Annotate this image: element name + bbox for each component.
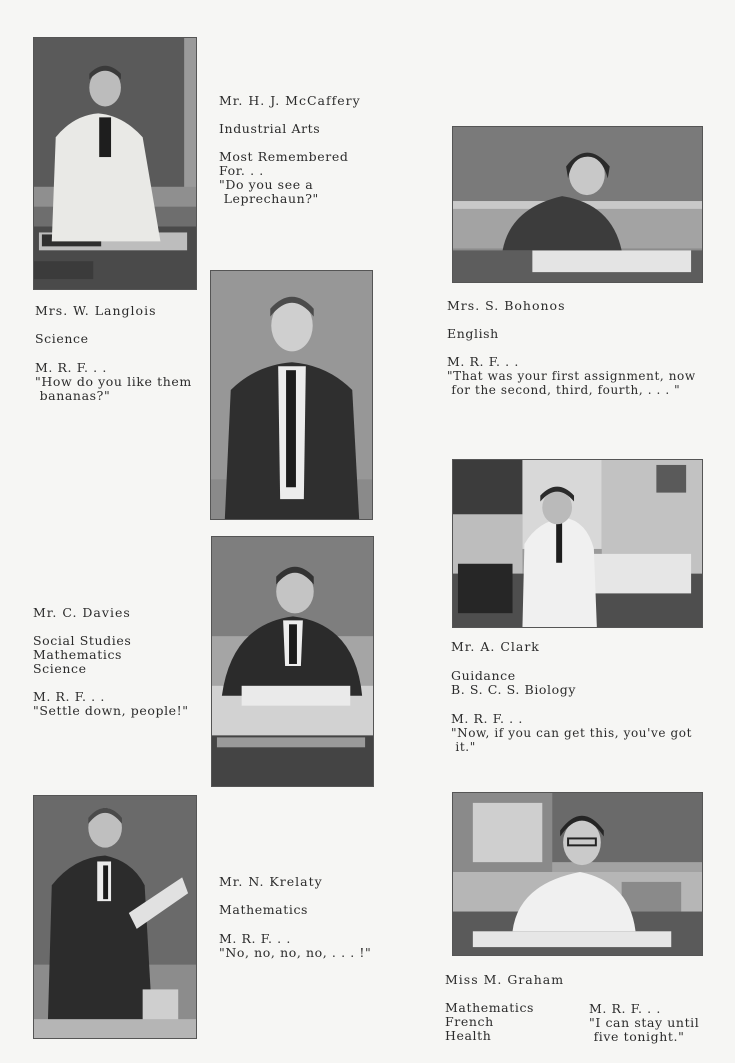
teacher-subject-langlois: Science	[35, 331, 89, 346]
mrf-label-davies: M. R. F. . .	[33, 689, 105, 704]
teacher-subject-graham: French	[445, 1014, 494, 1029]
teacher-subject-davies: Social Studies	[33, 633, 132, 648]
photo-mccaffery	[33, 37, 197, 290]
mrf-label2-mccaffery: For. . .	[219, 163, 264, 178]
quote-line-bohonos: "That was your first assignment, now	[447, 369, 696, 383]
photo-langlois	[210, 270, 373, 520]
photo-davies	[211, 536, 374, 787]
quote-line-davies: "Settle down, people!"	[33, 703, 189, 718]
mrf-label-krelaty: M. R. F. . .	[219, 931, 291, 946]
quote-line-langlois: bananas?"	[35, 388, 111, 403]
teacher-subject-graham: Mathematics	[445, 1000, 535, 1015]
teacher-subject-mccaffery: Industrial Arts	[219, 121, 321, 136]
teacher-subject-clark: B. S. C. S. Biology	[451, 682, 577, 697]
teacher-subject-graham: Health	[445, 1028, 492, 1043]
mrf-label-clark: M. R. F. . .	[451, 711, 523, 726]
photo-graham	[452, 792, 703, 956]
mrf-label-mccaffery: Most Remembered	[219, 149, 349, 164]
quote-line-mccaffery: Leprechaun?"	[219, 191, 319, 206]
teacher-name-mccaffery: Mr. H. J. McCaffery	[219, 93, 361, 108]
teacher-subject-krelaty: Mathematics	[219, 902, 309, 917]
mrf-label-langlois: M. R. F. . .	[35, 360, 107, 375]
teacher-subject-davies: Science	[33, 661, 87, 676]
quote-line-clark: it."	[451, 740, 476, 754]
photo-krelaty	[33, 795, 197, 1039]
teacher-subject-davies: Mathematics	[33, 647, 123, 662]
quote-line-clark: "Now, if you can get this, you've got	[451, 726, 693, 740]
teacher-name-davies: Mr. C. Davies	[33, 605, 131, 620]
quote-line-bohonos: for the second, third, fourth, . . . "	[447, 383, 681, 397]
teacher-name-krelaty: Mr. N. Krelaty	[219, 874, 323, 889]
photo-clark	[452, 459, 703, 628]
photo-bohonos	[452, 126, 703, 283]
teacher-name-graham: Miss M. Graham	[445, 972, 565, 987]
quote-line-graham: five tonight."	[589, 1029, 685, 1044]
quote-line-krelaty: "No, no, no, no, . . . !"	[219, 945, 372, 960]
quote-line-graham: "I can stay until	[589, 1015, 700, 1030]
mrf-label-bohonos: M. R. F. . .	[447, 354, 519, 369]
quote-line-langlois: "How do you like them	[35, 374, 192, 389]
quote-line-mccaffery: "Do you see a	[219, 177, 314, 192]
teacher-name-clark: Mr. A. Clark	[451, 639, 540, 654]
teacher-subject-bohonos: English	[447, 326, 499, 341]
teacher-subject-clark: Guidance	[451, 668, 516, 683]
teacher-name-bohonos: Mrs. S. Bohonos	[447, 298, 566, 313]
teacher-name-langlois: Mrs. W. Langlois	[35, 303, 157, 318]
mrf-label-graham: M. R. F. . .	[589, 1001, 661, 1016]
